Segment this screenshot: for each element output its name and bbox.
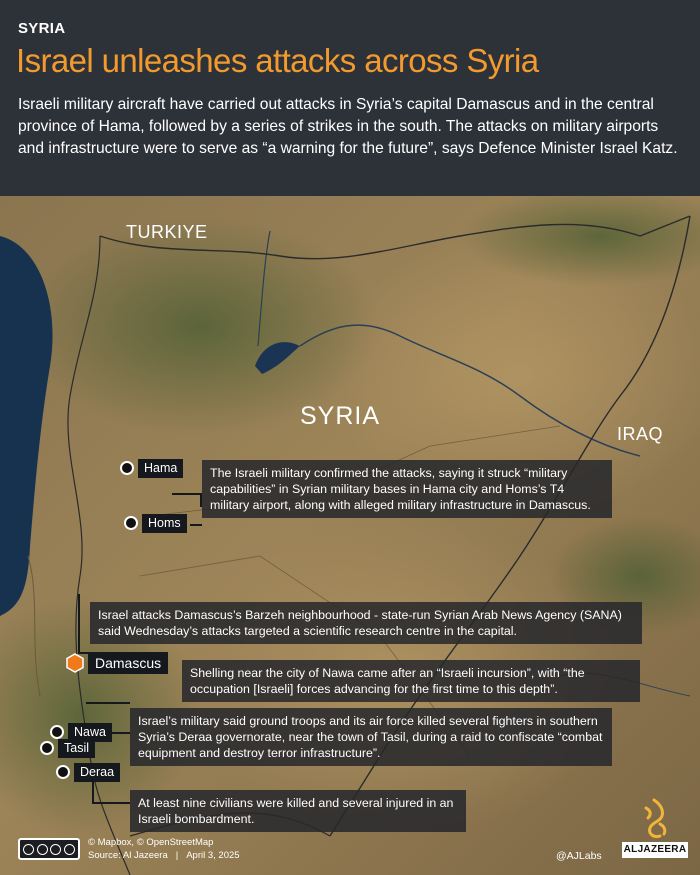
city-marker-icon — [40, 741, 54, 755]
city-marker-icon — [56, 765, 70, 779]
city-label-homs: Homs — [142, 514, 187, 533]
city-label-deraa: Deraa — [74, 763, 120, 782]
footer-left — [18, 836, 240, 862]
note-nawa: Shelling near the city of Nawa came after an “Israeli incursion”, with “the occupation [Israeli] forces advancing for the first time to this depth”. — [182, 660, 640, 702]
city-label-nawa: Nawa — [68, 723, 112, 742]
damascus-hexagon-icon — [65, 653, 85, 673]
header — [0, 0, 700, 196]
kicker: SYRIA — [18, 20, 66, 37]
note-damascus: Israel attacks Damascus’s Barzeh neighbourhood - state-run Syrian Arab News Agency (SANA) said Wednesday’s attacks targeted a scientific research centre in the capital. — [90, 602, 642, 644]
note-tasil: Israel’s military said ground troops and its air force killed several fighters in southern Syria’s Deraa governorate, near the town of Tasil, during a raid to confiscate “combat equipment and destroy terror infrastructure”. — [130, 708, 612, 766]
connector-damascus — [78, 594, 90, 654]
city-damascus — [65, 653, 168, 673]
aljazeera-logo — [622, 798, 688, 860]
map-credit: © Mapbox, © OpenStreetMap — [88, 837, 214, 848]
date-text: April 3, 2025 — [186, 850, 240, 861]
footer-credits: © Mapbox, © OpenStreetMap Source: Al Jazeera | April 3, 2025 — [88, 837, 240, 861]
aljazeera-wordmark: ALJAZEERA — [622, 842, 688, 858]
page-title: Israel unleashes attacks across Syria — [16, 42, 539, 79]
label-turkiye: TURKIYE — [126, 222, 208, 242]
city-label-tasil: Tasil — [58, 739, 95, 758]
city-hama — [120, 458, 183, 478]
aljazeera-calligraphy-icon — [634, 798, 674, 840]
intro-text: Israeli military aircraft have carried out attacks in Syria’s capital Damascus and in the central province of Hama, followed by a series of strikes in the south. The attacks on military airports and infrastructure were to serve as “a warning for the future”, says Defence Minister Israel Katz. — [18, 96, 678, 157]
source-text: Source: Al Jazeera — [88, 850, 168, 861]
cc-by-nc-sa-icon — [18, 838, 80, 860]
connector-hama — [172, 493, 202, 507]
city-marker-icon — [124, 516, 138, 530]
social-handle: @AJLabs — [556, 850, 602, 862]
city-marker-icon — [120, 461, 134, 475]
connector-nawa — [86, 702, 130, 704]
connector-homs — [190, 524, 202, 526]
note-deraa: At least nine civilians were killed and several injured in an Israeli bombardment. — [130, 790, 466, 832]
city-homs — [124, 513, 187, 533]
label-syria: SYRIA — [300, 402, 381, 430]
city-tasil — [40, 738, 95, 758]
note-hama-homs: The Israeli military confirmed the attacks, saying it struck “military capabilities” in Syrian military bases in Hama city and Homs’s T4 military airport, along with alleged military infrastructure in Damascus. — [202, 460, 612, 518]
city-deraa — [56, 762, 120, 782]
label-iraq: IRAQ — [617, 424, 664, 444]
city-label-hama: Hama — [138, 459, 183, 478]
map — [0, 196, 700, 875]
city-label-damascus: Damascus — [88, 652, 168, 674]
city-marker-icon — [50, 725, 64, 739]
